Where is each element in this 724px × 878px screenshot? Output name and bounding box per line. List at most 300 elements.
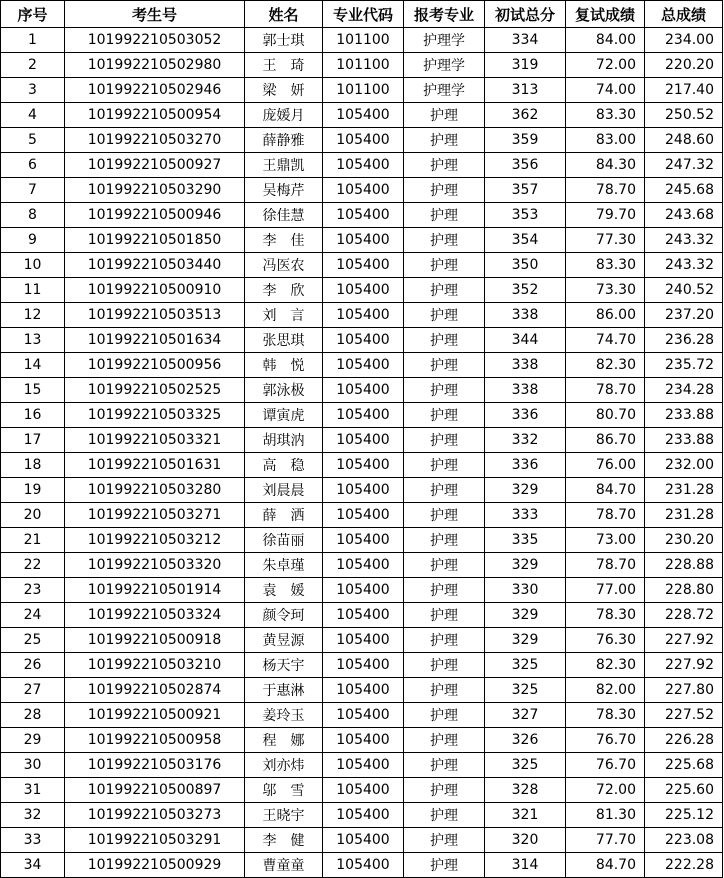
cell-name: 高 稳: [245, 453, 323, 478]
cell-retest-score: 72.00: [566, 778, 645, 803]
cell-major-code: 105400: [323, 653, 404, 678]
header-initial-score: 初试总分: [485, 1, 566, 28]
cell-exam-number: 101992210503321: [65, 428, 245, 453]
cell-major: 护理: [404, 578, 485, 603]
cell-retest-score: 74.70: [566, 328, 645, 353]
cell-index: 23: [1, 578, 65, 603]
cell-initial-score: 352: [485, 278, 566, 303]
cell-total-score: 222.28: [645, 853, 723, 878]
cell-initial-score: 344: [485, 328, 566, 353]
cell-major: 护理: [404, 228, 485, 253]
cell-name: 韩 悦: [245, 353, 323, 378]
table-row: [1, 103, 723, 128]
cell-total-score: 250.52: [645, 103, 723, 128]
table-row: [1, 728, 723, 753]
cell-exam-number: 101992210500946: [65, 203, 245, 228]
cell-name: 胡琪汭: [245, 428, 323, 453]
cell-retest-score: 84.70: [566, 853, 645, 878]
header-name: 姓名: [245, 1, 323, 28]
cell-retest-score: 86.70: [566, 428, 645, 453]
cell-initial-score: 325: [485, 753, 566, 778]
cell-total-score: 234.00: [645, 28, 723, 53]
table-row: [1, 628, 723, 653]
header-total-score: 总成绩: [645, 1, 723, 28]
cell-total-score: 230.20: [645, 528, 723, 553]
cell-index: 10: [1, 253, 65, 278]
cell-total-score: 243.32: [645, 228, 723, 253]
cell-index: 13: [1, 328, 65, 353]
cell-name: 梁 妍: [245, 78, 323, 103]
cell-retest-score: 78.70: [566, 503, 645, 528]
cell-total-score: 240.52: [645, 278, 723, 303]
cell-name: 谭寅虎: [245, 403, 323, 428]
cell-exam-number: 101992210503291: [65, 828, 245, 853]
table-row: [1, 78, 723, 103]
cell-major: 护理: [404, 553, 485, 578]
cell-index: 28: [1, 703, 65, 728]
cell-major: 护理学: [404, 28, 485, 53]
cell-total-score: 235.72: [645, 353, 723, 378]
cell-major-code: 105400: [323, 203, 404, 228]
cell-initial-score: 325: [485, 653, 566, 678]
cell-major: 护理: [404, 153, 485, 178]
cell-name: 姜玲玉: [245, 703, 323, 728]
cell-exam-number: 101992210500929: [65, 853, 245, 878]
table-row: [1, 228, 723, 253]
cell-major-code: 105400: [323, 778, 404, 803]
cell-retest-score: 72.00: [566, 53, 645, 78]
cell-initial-score: 333: [485, 503, 566, 528]
cell-total-score: 248.60: [645, 128, 723, 153]
cell-initial-score: 326: [485, 728, 566, 753]
table-row: [1, 328, 723, 353]
cell-retest-score: 84.00: [566, 28, 645, 53]
cell-initial-score: 338: [485, 378, 566, 403]
cell-index: 29: [1, 728, 65, 753]
cell-total-score: 227.52: [645, 703, 723, 728]
cell-retest-score: 76.70: [566, 728, 645, 753]
cell-major: 护理: [404, 453, 485, 478]
cell-retest-score: 79.70: [566, 203, 645, 228]
cell-exam-number: 101992210503440: [65, 253, 245, 278]
cell-retest-score: 77.00: [566, 578, 645, 603]
cell-name: 庞媛月: [245, 103, 323, 128]
cell-exam-number: 101992210503290: [65, 178, 245, 203]
cell-initial-score: 313: [485, 78, 566, 103]
cell-retest-score: 80.70: [566, 403, 645, 428]
cell-name: 王鼎凯: [245, 153, 323, 178]
table-row: [1, 303, 723, 328]
cell-major: 护理: [404, 603, 485, 628]
cell-total-score: 233.88: [645, 403, 723, 428]
cell-name: 薛 洒: [245, 503, 323, 528]
cell-exam-number: 101992210500918: [65, 628, 245, 653]
cell-name: 李 佳: [245, 228, 323, 253]
table-row: [1, 578, 723, 603]
cell-name: 冯医农: [245, 253, 323, 278]
cell-major-code: 105400: [323, 428, 404, 453]
cell-major-code: 101100: [323, 78, 404, 103]
cell-initial-score: 353: [485, 203, 566, 228]
table-body: [1, 28, 723, 878]
table-row: [1, 453, 723, 478]
table-row: [1, 403, 723, 428]
cell-retest-score: 82.30: [566, 353, 645, 378]
header-major-code: 专业代码: [323, 1, 404, 28]
cell-index: 15: [1, 378, 65, 403]
table-row: [1, 678, 723, 703]
cell-total-score: 227.92: [645, 653, 723, 678]
cell-major: 护理学: [404, 53, 485, 78]
cell-exam-number: 101992210503270: [65, 128, 245, 153]
cell-major: 护理: [404, 178, 485, 203]
cell-name: 徐佳慧: [245, 203, 323, 228]
cell-total-score: 237.20: [645, 303, 723, 328]
cell-major-code: 105400: [323, 103, 404, 128]
cell-initial-score: 330: [485, 578, 566, 603]
cell-major-code: 105400: [323, 478, 404, 503]
table-row: [1, 53, 723, 78]
cell-index: 22: [1, 553, 65, 578]
cell-initial-score: 357: [485, 178, 566, 203]
cell-initial-score: 321: [485, 803, 566, 828]
cell-initial-score: 325: [485, 678, 566, 703]
cell-major: 护理: [404, 253, 485, 278]
cell-major-code: 105400: [323, 528, 404, 553]
cell-exam-number: 101992210500897: [65, 778, 245, 803]
cell-exam-number: 101992210503210: [65, 653, 245, 678]
cell-exam-number: 101992210503273: [65, 803, 245, 828]
cell-name: 张思琪: [245, 328, 323, 353]
cell-initial-score: 350: [485, 253, 566, 278]
cell-index: 6: [1, 153, 65, 178]
cell-index: 8: [1, 203, 65, 228]
cell-exam-number: 101992210503271: [65, 503, 245, 528]
cell-index: 5: [1, 128, 65, 153]
table-row: [1, 803, 723, 828]
cell-exam-number: 101992210503052: [65, 28, 245, 53]
cell-index: 30: [1, 753, 65, 778]
cell-total-score: 227.80: [645, 678, 723, 703]
cell-major-code: 105400: [323, 178, 404, 203]
table-row: [1, 353, 723, 378]
cell-retest-score: 83.30: [566, 103, 645, 128]
cell-index: 27: [1, 678, 65, 703]
cell-index: 3: [1, 78, 65, 103]
cell-retest-score: 76.70: [566, 753, 645, 778]
cell-index: 4: [1, 103, 65, 128]
cell-total-score: 223.08: [645, 828, 723, 853]
cell-name: 程 娜: [245, 728, 323, 753]
cell-retest-score: 82.30: [566, 653, 645, 678]
table-row: [1, 603, 723, 628]
header-retest-score: 复试成绩: [566, 1, 645, 28]
cell-retest-score: 78.30: [566, 603, 645, 628]
cell-name: 李 欣: [245, 278, 323, 303]
cell-name: 郭泳极: [245, 378, 323, 403]
cell-major: 护理: [404, 678, 485, 703]
cell-major: 护理: [404, 728, 485, 753]
cell-major-code: 105400: [323, 303, 404, 328]
cell-major-code: 105400: [323, 153, 404, 178]
cell-major-code: 105400: [323, 678, 404, 703]
cell-index: 11: [1, 278, 65, 303]
cell-index: 16: [1, 403, 65, 428]
cell-index: 19: [1, 478, 65, 503]
cell-retest-score: 84.30: [566, 153, 645, 178]
cell-index: 25: [1, 628, 65, 653]
cell-major: 护理: [404, 828, 485, 853]
cell-index: 12: [1, 303, 65, 328]
cell-major-code: 105400: [323, 853, 404, 878]
cell-index: 9: [1, 228, 65, 253]
cell-name: 李 健: [245, 828, 323, 853]
cell-total-score: 225.12: [645, 803, 723, 828]
table-row: [1, 528, 723, 553]
cell-major: 护理: [404, 703, 485, 728]
cell-total-score: 245.68: [645, 178, 723, 203]
cell-total-score: 228.72: [645, 603, 723, 628]
cell-retest-score: 77.30: [566, 228, 645, 253]
cell-retest-score: 76.00: [566, 453, 645, 478]
cell-index: 31: [1, 778, 65, 803]
cell-name: 刘晨晨: [245, 478, 323, 503]
cell-retest-score: 86.00: [566, 303, 645, 328]
cell-exam-number: 101992210500910: [65, 278, 245, 303]
header-major: 报考专业: [404, 1, 485, 28]
cell-major: 护理: [404, 103, 485, 128]
cell-exam-number: 101992210502980: [65, 53, 245, 78]
cell-retest-score: 84.70: [566, 478, 645, 503]
cell-major: 护理: [404, 478, 485, 503]
cell-total-score: 220.20: [645, 53, 723, 78]
cell-name: 黄昱源: [245, 628, 323, 653]
cell-retest-score: 82.00: [566, 678, 645, 703]
cell-major: 护理: [404, 653, 485, 678]
cell-total-score: 231.28: [645, 478, 723, 503]
cell-exam-number: 101992210501631: [65, 453, 245, 478]
table-row: [1, 253, 723, 278]
cell-major-code: 105400: [323, 128, 404, 153]
cell-total-score: 236.28: [645, 328, 723, 353]
cell-total-score: 217.40: [645, 78, 723, 103]
cell-major-code: 105400: [323, 228, 404, 253]
cell-initial-score: 336: [485, 453, 566, 478]
cell-exam-number: 101992210503324: [65, 603, 245, 628]
cell-index: 17: [1, 428, 65, 453]
cell-major-code: 105400: [323, 603, 404, 628]
table-row: [1, 378, 723, 403]
cell-exam-number: 101992210501634: [65, 328, 245, 353]
cell-total-score: 228.88: [645, 553, 723, 578]
cell-exam-number: 101992210502525: [65, 378, 245, 403]
cell-index: 24: [1, 603, 65, 628]
cell-total-score: 225.68: [645, 753, 723, 778]
cell-name: 杨天宇: [245, 653, 323, 678]
cell-retest-score: 77.70: [566, 828, 645, 853]
cell-retest-score: 83.00: [566, 128, 645, 153]
cell-retest-score: 76.30: [566, 628, 645, 653]
cell-exam-number: 101992210500954: [65, 103, 245, 128]
cell-initial-score: 338: [485, 353, 566, 378]
cell-name: 刘 言: [245, 303, 323, 328]
cell-major-code: 105400: [323, 828, 404, 853]
cell-initial-score: 359: [485, 128, 566, 153]
cell-major-code: 105400: [323, 253, 404, 278]
cell-name: 于惠淋: [245, 678, 323, 703]
cell-major: 护理: [404, 753, 485, 778]
table-row: [1, 278, 723, 303]
cell-retest-score: 78.30: [566, 703, 645, 728]
cell-name: 王 琦: [245, 53, 323, 78]
table-row: [1, 553, 723, 578]
table-row: [1, 853, 723, 878]
cell-index: 7: [1, 178, 65, 203]
header-row: [1, 1, 723, 28]
cell-initial-score: 362: [485, 103, 566, 128]
cell-major-code: 105400: [323, 278, 404, 303]
cell-total-score: 232.00: [645, 453, 723, 478]
table-row: [1, 128, 723, 153]
cell-major-code: 101100: [323, 53, 404, 78]
table-row: [1, 653, 723, 678]
cell-major: 护理: [404, 428, 485, 453]
cell-index: 18: [1, 453, 65, 478]
cell-index: 1: [1, 28, 65, 53]
cell-major: 护理: [404, 803, 485, 828]
cell-exam-number: 101992210503280: [65, 478, 245, 503]
cell-major-code: 105400: [323, 328, 404, 353]
cell-major-code: 105400: [323, 553, 404, 578]
cell-major-code: 105400: [323, 728, 404, 753]
cell-index: 26: [1, 653, 65, 678]
cell-major-code: 105400: [323, 803, 404, 828]
cell-major: 护理: [404, 328, 485, 353]
cell-retest-score: 81.30: [566, 803, 645, 828]
cell-total-score: 231.28: [645, 503, 723, 528]
cell-major: 护理: [404, 278, 485, 303]
cell-index: 14: [1, 353, 65, 378]
cell-major: 护理: [404, 628, 485, 653]
cell-exam-number: 101992210500958: [65, 728, 245, 753]
cell-major-code: 105400: [323, 453, 404, 478]
table-row: [1, 153, 723, 178]
cell-major: 护理: [404, 503, 485, 528]
cell-initial-score: 335: [485, 528, 566, 553]
cell-initial-score: 332: [485, 428, 566, 453]
cell-name: 邬 雪: [245, 778, 323, 803]
cell-initial-score: 320: [485, 828, 566, 853]
cell-major: 护理: [404, 203, 485, 228]
table-row: [1, 753, 723, 778]
cell-initial-score: 329: [485, 603, 566, 628]
cell-exam-number: 101992210500956: [65, 353, 245, 378]
cell-index: 2: [1, 53, 65, 78]
cell-initial-score: 319: [485, 53, 566, 78]
table-row: [1, 178, 723, 203]
cell-retest-score: 78.70: [566, 553, 645, 578]
cell-exam-number: 101992210503325: [65, 403, 245, 428]
table-row: [1, 203, 723, 228]
cell-major: 护理: [404, 403, 485, 428]
cell-exam-number: 101992210500927: [65, 153, 245, 178]
cell-index: 34: [1, 853, 65, 878]
cell-name: 薛静雅: [245, 128, 323, 153]
cell-major: 护理: [404, 528, 485, 553]
cell-retest-score: 83.30: [566, 253, 645, 278]
cell-total-score: 228.80: [645, 578, 723, 603]
cell-major-code: 105400: [323, 703, 404, 728]
cell-major-code: 105400: [323, 503, 404, 528]
cell-exam-number: 101992210503513: [65, 303, 245, 328]
cell-total-score: 234.28: [645, 378, 723, 403]
cell-name: 曹童童: [245, 853, 323, 878]
cell-retest-score: 73.00: [566, 528, 645, 553]
cell-initial-score: 336: [485, 403, 566, 428]
cell-index: 21: [1, 528, 65, 553]
cell-name: 郭士琪: [245, 28, 323, 53]
cell-total-score: 243.32: [645, 253, 723, 278]
table-row: [1, 703, 723, 728]
cell-exam-number: 101992210503176: [65, 753, 245, 778]
table-row: [1, 28, 723, 53]
cell-exam-number: 101992210501850: [65, 228, 245, 253]
cell-initial-score: 314: [485, 853, 566, 878]
cell-initial-score: 338: [485, 303, 566, 328]
cell-total-score: 247.32: [645, 153, 723, 178]
table-row: [1, 503, 723, 528]
cell-initial-score: 329: [485, 628, 566, 653]
cell-major: 护理: [404, 853, 485, 878]
cell-total-score: 227.92: [645, 628, 723, 653]
cell-name: 吴梅芹: [245, 178, 323, 203]
cell-major-code: 105400: [323, 628, 404, 653]
cell-initial-score: 329: [485, 478, 566, 503]
cell-exam-number: 101992210501914: [65, 578, 245, 603]
cell-major-code: 105400: [323, 353, 404, 378]
cell-exam-number: 101992210503320: [65, 553, 245, 578]
cell-major-code: 105400: [323, 403, 404, 428]
cell-index: 20: [1, 503, 65, 528]
cell-name: 刘亦炜: [245, 753, 323, 778]
header-index: 序号: [1, 1, 65, 28]
cell-name: 袁 媛: [245, 578, 323, 603]
cell-retest-score: 78.70: [566, 378, 645, 403]
cell-index: 32: [1, 803, 65, 828]
cell-retest-score: 78.70: [566, 178, 645, 203]
cell-initial-score: 356: [485, 153, 566, 178]
cell-total-score: 233.88: [645, 428, 723, 453]
cell-major: 护理: [404, 378, 485, 403]
cell-major: 护理: [404, 778, 485, 803]
cell-initial-score: 328: [485, 778, 566, 803]
cell-name: 颜令珂: [245, 603, 323, 628]
cell-initial-score: 327: [485, 703, 566, 728]
cell-major: 护理: [404, 303, 485, 328]
cell-retest-score: 73.30: [566, 278, 645, 303]
cell-major-code: 105400: [323, 578, 404, 603]
cell-major-code: 101100: [323, 28, 404, 53]
table-row: [1, 778, 723, 803]
cell-total-score: 225.60: [645, 778, 723, 803]
cell-name: 朱卓瑾: [245, 553, 323, 578]
cell-major-code: 105400: [323, 753, 404, 778]
cell-exam-number: 101992210502874: [65, 678, 245, 703]
cell-index: 33: [1, 828, 65, 853]
table-row: [1, 478, 723, 503]
cell-initial-score: 334: [485, 28, 566, 53]
cell-name: 王晓宇: [245, 803, 323, 828]
